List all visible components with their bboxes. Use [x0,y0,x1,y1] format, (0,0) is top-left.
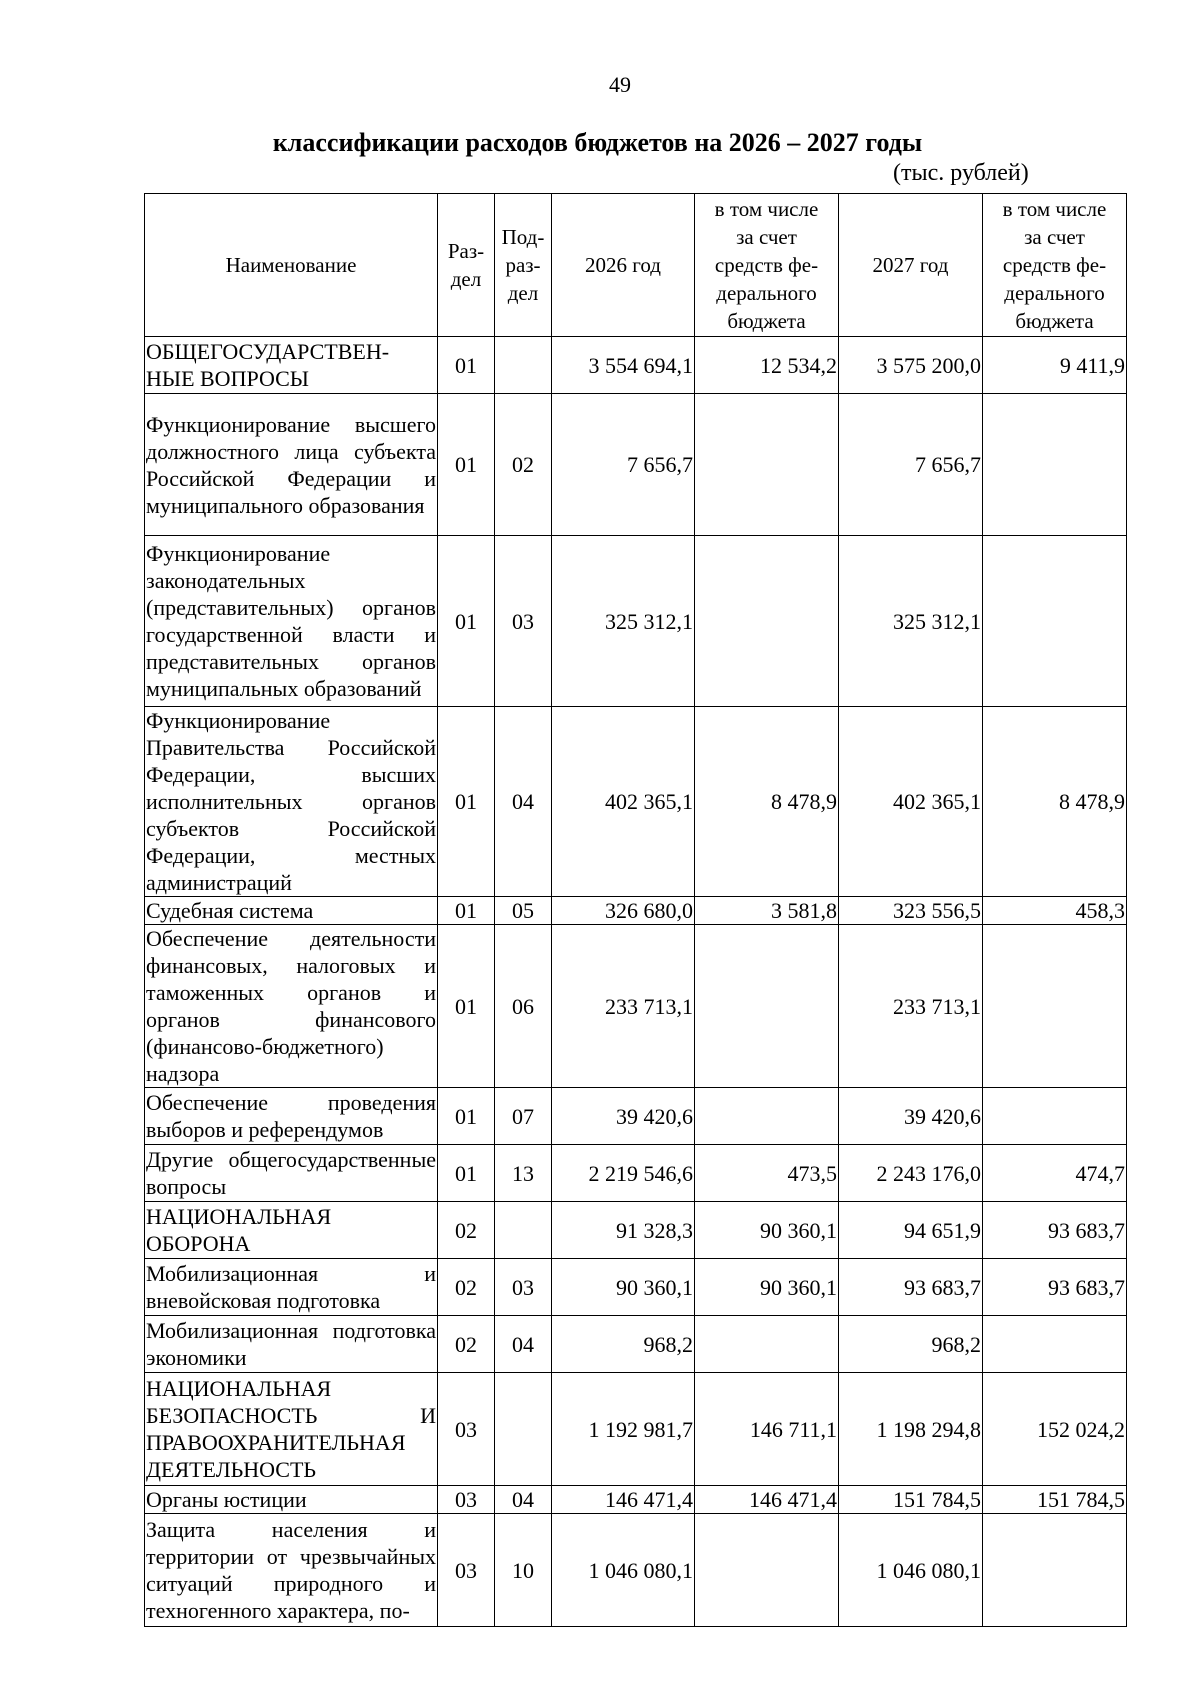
row-subsection-cell: 05 [495,897,552,925]
row-2027-cell: 3 575 200,0 [839,337,983,394]
row-2027-federal-cell: 474,7 [983,1145,1127,1202]
table-row [145,925,1127,1088]
row-subsection-cell: 02 [495,394,552,536]
row-2026-federal-cell [695,1316,839,1373]
row-2027-federal-cell: 93 683,7 [983,1259,1127,1316]
row-name-cell: НАЦИОНАЛЬНАЯ БЕЗОПАСНОСТЬ И ПРАВООХРАНИТЕЛЬНАЯ ДЕЯТЕЛЬНОСТЬ [145,1373,438,1486]
row-section-cell: 02 [438,1202,495,1259]
row-2026-cell: 326 680,0 [552,897,695,925]
row-subsection-cell: 04 [495,707,552,897]
row-2026-cell: 968,2 [552,1316,695,1373]
row-2027-federal-cell [983,536,1127,707]
row-section-cell: 01 [438,1088,495,1145]
row-2027-federal-cell [983,1088,1127,1145]
header-subsection-label: Под- раз- дел [501,225,545,305]
row-2026-cell: 90 360,1 [552,1259,695,1316]
row-2026-cell: 39 420,6 [552,1088,695,1145]
row-2026-federal-cell [695,394,839,536]
row-subsection-cell: 06 [495,925,552,1088]
header-name-label: Наименование [225,253,357,277]
row-2027-cell: 93 683,7 [839,1259,983,1316]
row-2026-federal-cell [695,1088,839,1145]
row-2027-federal-cell [983,394,1127,536]
row-name-cell: Другие общегосударственные вопросы [145,1145,438,1202]
budget-table [144,193,1127,1627]
row-2027-federal-cell: 9 411,9 [983,337,1127,394]
table-row [145,1486,1127,1514]
row-section-cell: 01 [438,1145,495,1202]
header-2026 [552,194,695,337]
row-2026-cell: 1 046 080,1 [552,1514,695,1627]
row-2027-federal-cell [983,1514,1127,1627]
row-name-cell: Функционирование законодательных (представительных) органов государственной власти и представительных органов муниципальных образований [145,536,438,707]
units-note: (тыс. рублей) [893,160,1029,186]
row-2026-federal-cell [695,1514,839,1627]
row-2026-cell: 402 365,1 [552,707,695,897]
table-row [145,1514,1127,1627]
row-2026-federal-cell: 90 360,1 [695,1259,839,1316]
header-2027 [839,194,983,337]
row-section-cell: 01 [438,536,495,707]
row-2027-federal-cell: 93 683,7 [983,1202,1127,1259]
row-2027-federal-cell: 8 478,9 [983,707,1127,897]
row-2027-cell: 968,2 [839,1316,983,1373]
row-name-cell: Мобилизационная и вневойсковая подготовка [145,1259,438,1316]
row-section-cell: 03 [438,1486,495,1514]
row-subsection-cell [495,1202,552,1259]
row-subsection-cell [495,1373,552,1486]
row-2026-federal-cell: 8 478,9 [695,707,839,897]
page-number: 49 [609,72,631,97]
table-body [145,337,1127,1627]
header-2027-label: 2027 год [872,253,949,277]
header-name [145,194,438,337]
row-2026-cell: 91 328,3 [552,1202,695,1259]
row-subsection-cell [495,337,552,394]
row-2027-cell: 233 713,1 [839,925,983,1088]
row-2027-federal-cell: 152 024,2 [983,1373,1127,1486]
row-2027-federal-cell: 458,3 [983,897,1127,925]
row-2026-cell: 7 656,7 [552,394,695,536]
row-section-cell: 01 [438,925,495,1088]
row-section-cell: 02 [438,1259,495,1316]
row-2026-federal-cell: 146 471,4 [695,1486,839,1514]
header-section [438,194,495,337]
row-2026-federal-cell: 146 711,1 [695,1373,839,1486]
header-subsection [495,194,552,337]
row-2027-federal-cell [983,925,1127,1088]
document-title: классификации расходов бюджетов на 2026 – 2027 годы [272,128,923,157]
row-2027-cell: 151 784,5 [839,1486,983,1514]
header-2026-label: 2026 год [585,253,661,277]
row-name-cell: Мобилизационная подготовка экономики [145,1316,438,1373]
row-subsection-cell: 07 [495,1088,552,1145]
row-section-cell: 01 [438,337,495,394]
row-2026-cell: 2 219 546,6 [552,1145,695,1202]
row-2026-federal-cell: 473,5 [695,1145,839,1202]
row-2027-cell: 94 651,9 [839,1202,983,1259]
row-2026-federal-cell [695,536,839,707]
table-row [145,1145,1127,1202]
row-2026-federal-cell: 12 534,2 [695,337,839,394]
table-row [145,337,1127,394]
row-2027-cell: 325 312,1 [839,536,983,707]
table-row [145,394,1127,536]
row-2027-cell: 2 243 176,0 [839,1145,983,1202]
table-row [145,1373,1127,1486]
row-2027-federal-cell [983,1316,1127,1373]
table-row [145,1202,1127,1259]
row-2027-cell: 1 046 080,1 [839,1514,983,1627]
row-2026-federal-cell: 90 360,1 [695,1202,839,1259]
table-header-row [145,194,1127,337]
table-row [145,1259,1127,1316]
row-2026-cell: 1 192 981,7 [552,1373,695,1486]
row-section-cell: 02 [438,1316,495,1373]
row-name-cell: Функционирование высшего должностного лица субъекта Российской Федерации и муниципального образования [145,394,438,536]
row-name-cell: Функционирование Правительства Российской Федерации, высших исполнительных органов субъектов Российской Федерации, местных администраций [146,708,436,895]
header-2026-federal-label: в том числе за счет средств фе- дерального бюджета [714,197,819,333]
row-subsection-cell: 04 [495,1316,552,1373]
row-subsection-cell: 04 [495,1486,552,1514]
header-2027-federal-label: в том числе за счет средств фе- дерального бюджета [1002,197,1107,333]
row-subsection-cell: 10 [495,1514,552,1627]
row-2027-cell: 1 198 294,8 [839,1373,983,1486]
row-name-cell: Обеспечение деятельности финансовых, налоговых и таможенных органов и органов финансового (финансово-бюджетного) надзора [146,926,436,1086]
table-row [145,536,1127,707]
row-2026-cell: 233 713,1 [552,925,695,1088]
header-2026-federal [695,194,839,337]
row-2026-cell: 3 554 694,1 [552,337,695,394]
row-2027-federal-cell: 151 784,5 [983,1486,1127,1514]
row-2026-federal-cell: 3 581,8 [695,897,839,925]
table-row [145,707,1127,897]
header-section-label: Раз- дел [447,239,485,291]
row-section-cell: 01 [438,394,495,536]
row-subsection-cell: 03 [495,536,552,707]
row-name-cell: Обеспечение проведения выборов и референдумов [145,1088,438,1145]
row-name-cell: ОБЩЕГОСУДАРСТВЕН-НЫЕ ВОПРОСЫ [145,337,438,394]
row-2026-federal-cell [695,925,839,1088]
row-2026-cell: 146 471,4 [552,1486,695,1514]
header-2027-federal [983,194,1127,337]
table-row [145,1316,1127,1373]
row-name-cell: Судебная система [145,897,438,925]
table-row [145,897,1127,925]
row-2027-cell: 39 420,6 [839,1088,983,1145]
row-subsection-cell: 13 [495,1145,552,1202]
row-2027-cell: 402 365,1 [839,707,983,897]
row-section-cell: 03 [438,1514,495,1627]
row-subsection-cell: 03 [495,1259,552,1316]
row-name-cell: Защита населения и территории от чрезвычайных ситуаций природного и техногенного характера, по- [145,1514,438,1627]
row-2026-cell: 325 312,1 [552,536,695,707]
row-section-cell: 03 [438,1373,495,1486]
row-name-cell: НАЦИОНАЛЬНАЯ ОБОРОНА [145,1202,438,1259]
row-section-cell: 01 [438,897,495,925]
row-section-cell: 01 [438,707,495,897]
row-2027-cell: 7 656,7 [839,394,983,536]
row-2027-cell: 323 556,5 [839,897,983,925]
row-name-cell: Органы юстиции [145,1486,438,1514]
table-row [145,1088,1127,1145]
